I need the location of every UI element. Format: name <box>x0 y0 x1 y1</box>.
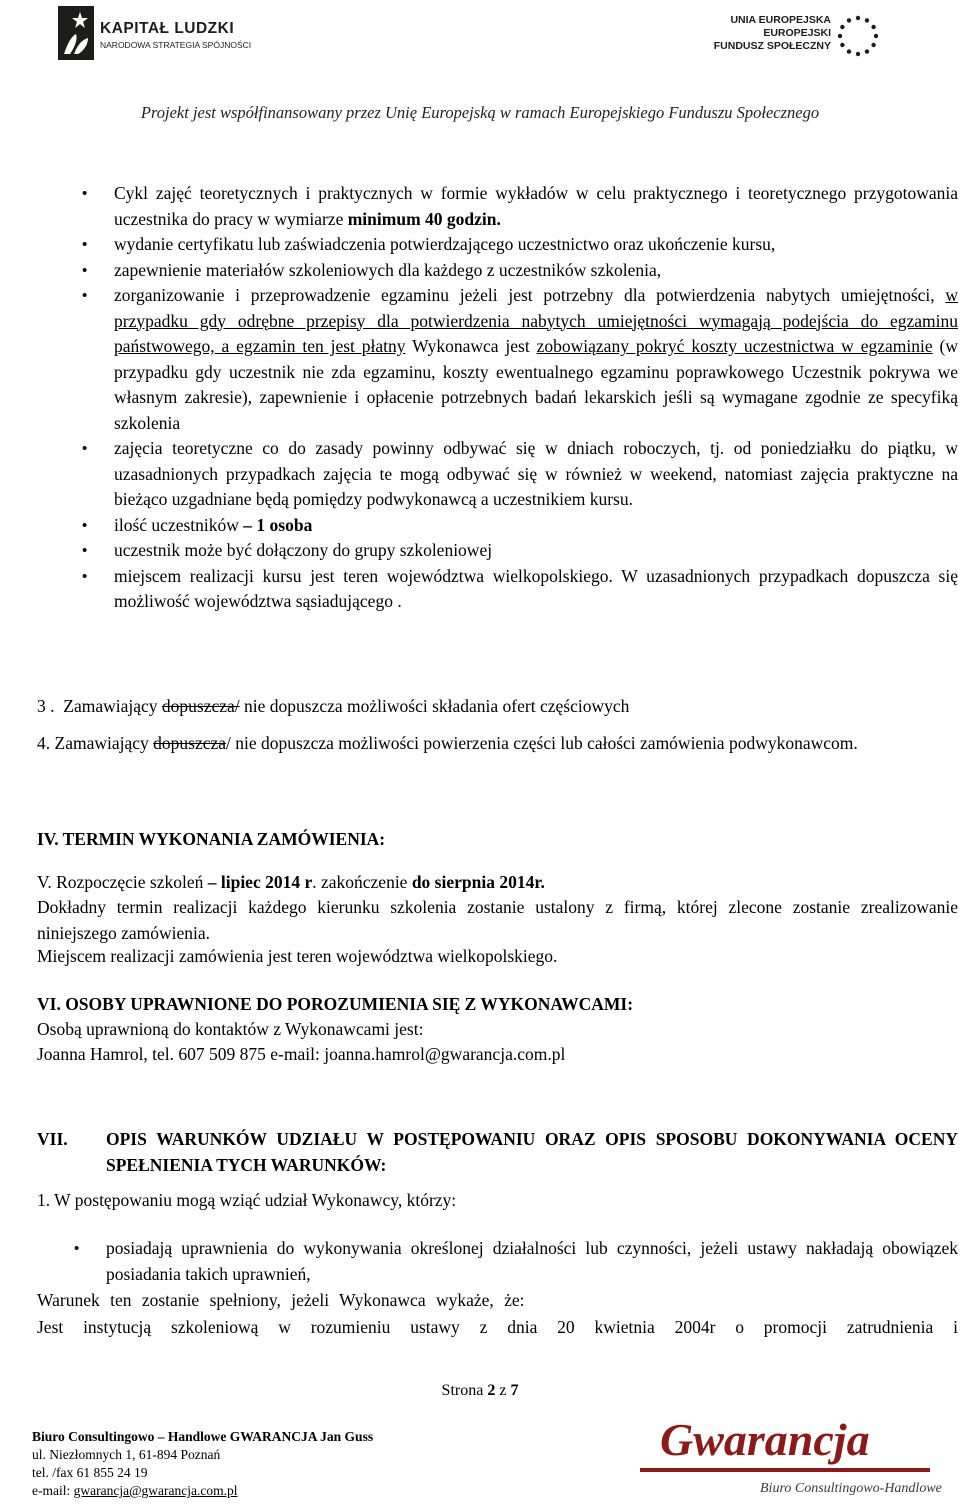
eu-stars-icon <box>834 12 882 60</box>
section-v-paragraph: Dokładny termin realizacji każdego kierunku szkolenia zostanie ustalony z firmą, której zlecone zostanie zrealizowanie niniejszego zamówienia. <box>37 897 958 943</box>
page-number: Strona 2 z 7 <box>441 1382 519 1399</box>
company-street: ul. Niezłomnych 1, 61-894 Poznań <box>32 1447 221 1462</box>
section-v-location: Miejscem realizacji zamówienia jest teren województwa wielkopolskiego. <box>37 946 558 966</box>
kapital-ludzki-title: KAPITAŁ LUDZKI <box>100 20 235 37</box>
list-item: • wydanie certyfikatu lub zaświadczenia potwierdzającego uczestnictwo oraz ukończenie kursu, <box>114 232 958 258</box>
section-vii-heading: OPIS WARUNKÓW UDZIAŁU W POSTĘPOWANIU ORAZ OPIS SPOSOBU DOKONYWANIA OCENY SPEŁNIENIA TYCH WARUNKÓW: <box>106 1129 958 1175</box>
project-cofinancing-line: Projekt jest współfinansowany przez Unię Europejską w ramach Europejskiego Funduszu Społecznego <box>140 103 820 122</box>
company-email: e-mail: gwarancja@gwarancja.com.pl <box>32 1483 238 1498</box>
list-item: • uczestnik może być dołączony do grupy szkoleniowej <box>114 538 958 564</box>
kapital-ludzki-logo <box>58 6 258 64</box>
footer-address <box>32 1428 373 1500</box>
list-item: • zorganizowanie i przeprowadzenie egzaminu jeżeli jest potrzebny dla potwierdzenia nabytych umiejętności, w przypadku gdy odrębne przepisy dla potwierdzenia nabytych umiejętności wymagają podejścia do egzaminu państwowego, a egzamin ten jest płatny Wykonawca jest zobowiązany pokryć koszty uczestnictwa w egzaminie (w przypadku gdy uczestnik nie zda egzaminu, koszty ewentualnego egzaminu poprawkowego Uczestnik pokrywa we własnym zakresie), zapewnienie i opłacenie potrzebnych badań lekarskich jeśli są wymagane zgodnie ze specyfiką szkolenia <box>114 283 958 436</box>
section-v-dates: V. Rozpoczęcie szkoleń – lipiec 2014 r. zakończenie do sierpnia 2014r. <box>37 872 545 892</box>
contact-intro: Osobą uprawnioną do kontaktów z Wykonawcami jest: <box>37 1019 424 1039</box>
company-name: Biuro Consultingowo – Handlowe GWARANCJA Jan Guss <box>32 1429 374 1444</box>
condition-line: Warunek ten zostanie spełniony, jeżeli Wykonawca wykaże, że: <box>37 1290 525 1310</box>
eligibility-list <box>106 1236 958 1287</box>
training-requirements-list <box>114 181 958 615</box>
section-iv-heading: IV. TERMIN WYKONANIA ZAMÓWIENIA: <box>37 829 386 849</box>
list-item: • Cykl zajęć teoretycznych i praktycznych w formie wykładów w celu praktycznego i teoretycznego przygotowania uczestnika do pracy w wymiarze minimum 40 godzin. <box>114 181 958 232</box>
gwarancja-logo-word: Gwarancja <box>660 1414 870 1465</box>
eu-logo-text: UNIA EUROPEJSKA EUROPEJSKI FUNDUSZ SPOŁECZNY <box>713 14 831 52</box>
kapital-ludzki-subtitle: NARODOWA STRATEGIA SPÓJNOŚCI <box>100 40 252 50</box>
section-vii-point-1: 1. W postępowaniu mogą wziąć udział Wykonawcy, którzy: <box>37 1190 457 1210</box>
logo-underline <box>640 1468 930 1472</box>
list-item: • miejscem realizacji kursu jest teren województwa wielkopolskiego. W uzasadnionych przypadkach dopuszcza się możliwość województwa sąsiadującego . <box>114 564 958 615</box>
email-link[interactable]: gwarancja@gwarancja.com.pl <box>73 1483 238 1498</box>
institution-line: Jest instytucją szkoleniową w rozumieniu ustawy z dnia 20 kwietnia 2004r o promocji zatrudnienia i <box>37 1317 958 1337</box>
gwarancja-logo <box>640 1410 940 1508</box>
company-phone: tel. /fax 61 855 24 19 <box>32 1465 148 1480</box>
section-vi-heading: VI. OSOBY UPRAWNIONE DO POROZUMIENIA SIĘ Z WYKONAWCAMI: <box>37 994 634 1014</box>
contact-person: Joanna Hamrol, tel. 607 509 875 e-mail: joanna.hamrol@gwarancja.com.pl <box>37 1044 566 1064</box>
list-item: • zajęcia teoretyczne co do zasady powinny odbywać się w dniach roboczych, tj. od poniedziałku do piątku, w uzasadnionych przypadkach zajęcia te mogą odbywać się w również w weekend, natomiast zajęcia praktyczne na bieżąco uzgadniane będą pomiędzy podwykonawcą a uczestnikiem kursu. <box>114 436 958 513</box>
subcontracting-clause: 4. Zamawiający dopuszcza/ nie dopuszcza możliwości powierzenia części lub całości zamówienia podwykonawcom. <box>37 733 858 753</box>
kapital-ludzki-emblem-icon <box>58 6 94 60</box>
partial-offers-clause: 3 . Zamawiający dopuszcza/ nie dopuszcza możliwości składania ofert częściowych <box>37 696 630 716</box>
eu-logo <box>706 12 886 62</box>
list-item: • zapewnienie materiałów szkoleniowych dla każdego z uczestników szkolenia, <box>114 258 958 284</box>
list-item: • posiadają uprawnienia do wykonywania określonej działalności lub czynności, jeżeli ustawy nakładają obowiązek posiadania takich uprawnień, <box>106 1236 958 1287</box>
gwarancja-logo-subtitle: Biuro Consultingowo-Handlowe <box>760 1481 942 1496</box>
section-vii-number: VII. <box>37 1129 68 1149</box>
list-item: • ilość uczestników – 1 osoba <box>114 513 958 539</box>
